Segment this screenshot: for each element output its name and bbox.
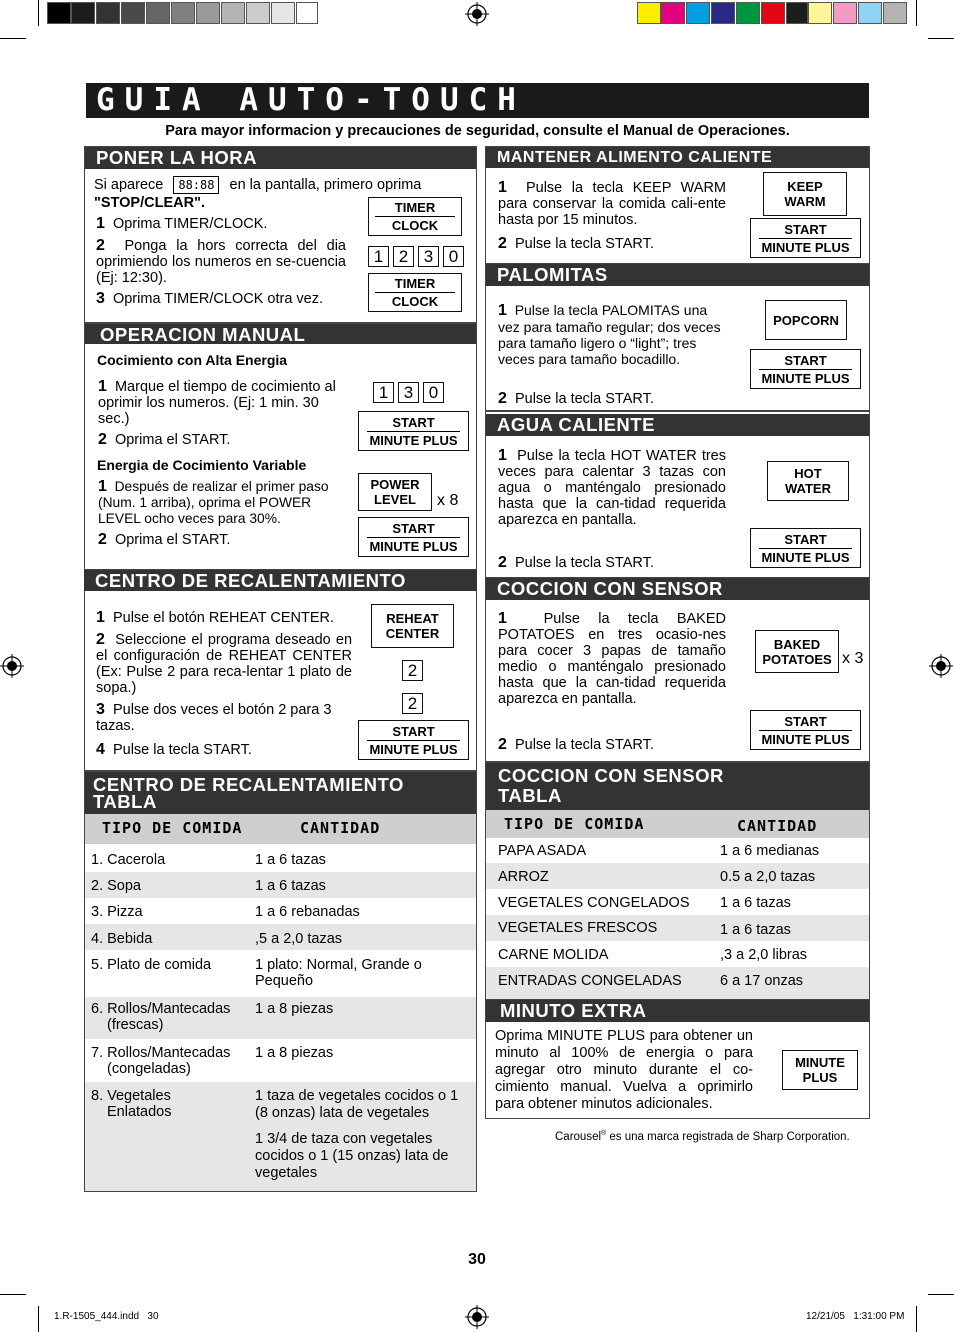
digit-key[interactable]: 2 [402, 660, 423, 681]
step-2: 2 Oprima el START. [98, 531, 231, 548]
minuto-extra-text: Oprima MINUTE PLUS para obtener un minuto al 100% de energia o para agregar otro minuto durante el co-cimiento manual. Vuelva a oprimirlo para obtener minutos adicionales. [495, 1028, 753, 1112]
timestamp-slug: 12/21/05 1:31:00 PM [806, 1311, 905, 1322]
step-2: 2 Seleccione el programa deseado en el configuración de REHEAT CENTER (Ex: Pulse 2 para reca-lentar 1 plato de sopa.) [96, 631, 353, 696]
file-slug: 1.R-1505_444.indd 30 [54, 1311, 159, 1322]
table-row: 3. Pizza 1 a 6 rebanadas [91, 904, 360, 920]
step-1: 1 Pulse la tecla HOT WATER tres veces para calentar 3 tazas con agua o manténgalo presionado hasta que la can-tidad requerida aparezca en pantalla. [498, 447, 726, 528]
subheading: Cocimiento con Alta Energia [97, 352, 288, 368]
step-4: 4 Pulse la tecla START. [96, 741, 252, 758]
timer-clock-button[interactable]: TIMER CLOCK [368, 197, 462, 236]
step-2: 2 Pulse la tecla START. [498, 390, 654, 407]
intro-text: Si aparece 88:88 en la pantalla, primero oprima [94, 177, 422, 193]
table-row: 2. Sopa 1 a 6 tazas [85, 872, 476, 898]
digit-key[interactable]: 1 [373, 382, 394, 403]
digit-key[interactable]: 1 [368, 246, 389, 267]
subheading: Energia de Cocimiento Variable [97, 457, 307, 473]
start-minute-plus-button[interactable]: START MINUTE PLUS [358, 517, 469, 557]
table-row: 5. Plato de comida 1 plato: Normal, Grande o Pequeño [91, 957, 422, 989]
section-header: COCCION CON SENSOR [486, 578, 869, 600]
reheat-center-button[interactable]: REHEAT CENTER [371, 604, 454, 648]
step-1: 1 Pulse la tecla KEEP WARM para conservar la comida cali-ente hasta por 15 minutos. [498, 179, 727, 228]
table-row: CARNE MOLIDA ,3 a 2,0 libras [498, 947, 808, 963]
registration-mark-icon [465, 1305, 489, 1329]
start-minute-plus-button[interactable]: START MINUTE PLUS [358, 411, 469, 451]
step-2: 2 Pulse la tecla START. [498, 736, 654, 753]
digit-key[interactable]: 3 [398, 382, 419, 403]
table-row: PAPA ASADA 1 a 6 medianas [498, 843, 820, 859]
step-2: 2 Oprima el START. [98, 431, 231, 448]
step-1: 1 Pulse la tecla PALOMITAS una vez para tamaño regular; dos veces para tamaño ligero o “light”; tres veces para tamaño bocadillo. [498, 302, 721, 367]
table-row: VEGETALES FRESCOS 1 a 6 tazas [486, 915, 869, 941]
start-minute-plus-button[interactable]: START MINUTE PLUS [750, 218, 861, 258]
trademark-footnote: Carousel® es una marca registrada de Sharp Corporation. [555, 1130, 850, 1143]
table-header: TIPO DE COMIDA CANTIDAD [486, 810, 869, 838]
step-3: 3 Pulse dos veces el botón 2 para 3 tazas. [96, 701, 332, 734]
display-readout: 88:88 [173, 176, 219, 194]
section-header: MINUTO EXTRA [486, 1000, 869, 1022]
section-header: MANTENER ALIMENTO CALIENTE [486, 147, 869, 168]
digit-key[interactable]: 3 [418, 246, 439, 267]
section-header: CENTRO DE RECALENTAMIENTO TABLA [85, 772, 476, 814]
step-2: 2 Pulse la tecla START. [498, 554, 654, 571]
registration-mark-icon [465, 2, 489, 26]
table-row: ARROZ 0.5 a 2,0 tazas [486, 863, 869, 889]
digit-key[interactable]: 0 [443, 246, 464, 267]
start-minute-plus-button[interactable]: START MINUTE PLUS [750, 528, 861, 568]
press-count: x 3 [842, 650, 864, 667]
page-title: GUIA AUTO-TOUCH [86, 83, 869, 118]
baked-potatoes-button[interactable]: BAKED POTATOES [755, 630, 839, 673]
step-2: 2 Ponga la hors correcta del dia oprimiendo los numeros en se-cuencia (Ej: 12:30). [96, 237, 346, 286]
table-row: 4. Bebida ,5 a 2,0 tazas [85, 924, 476, 950]
start-minute-plus-button[interactable]: START MINUTE PLUS [358, 720, 469, 760]
table-row: VEGETALES CONGELADOS 1 a 6 tazas [498, 895, 791, 911]
section-header: COCCION CON SENSOR TABLA [486, 763, 869, 810]
registration-mark-icon [0, 654, 24, 678]
keep-warm-button[interactable]: KEEP WARM [763, 172, 847, 216]
section-header: CENTRO DE RECALENTAMIENTO [84, 570, 477, 591]
timer-clock-button[interactable]: TIMER CLOCK [368, 273, 462, 312]
step-1: 1 Después de realizar el primer paso (Num. 1 arriba), oprima el POWER LEVEL ocho veces para 30%. [98, 478, 329, 526]
table-row: 1. Cacerola 1 a 6 tazas [91, 852, 326, 868]
digit-key[interactable]: 0 [423, 382, 444, 403]
hot-water-button[interactable]: HOT WATER [767, 461, 849, 501]
table-row: 7. Rollos/Mantecadas (congeladas) 1 a 8 piezas [91, 1045, 334, 1077]
page-number: 30 [468, 1251, 486, 1268]
step-1: 1 Marque el tiempo de cocimiento al oprimir los numeros. (Ej: 1 min. 30 sec.) [98, 378, 336, 427]
section-header: PALOMITAS [486, 264, 869, 286]
section-header: PONER LA HORA [85, 147, 476, 169]
start-minute-plus-button[interactable]: START MINUTE PLUS [750, 349, 861, 389]
start-minute-plus-button[interactable]: START MINUTE PLUS [750, 710, 861, 750]
step-1: 1 Pulse el botón REHEAT CENTER. [96, 609, 335, 626]
power-level-button[interactable]: POWER LEVEL [358, 473, 432, 511]
digit-key[interactable]: 2 [402, 693, 423, 714]
table-row: ENTRADAS CONGELADAS 6 a 17 onzas [486, 967, 869, 999]
section-header: OPERACION MANUAL [85, 324, 476, 344]
step-2: 2 Pulse la tecla START. [498, 235, 654, 252]
table-row: 6. Rollos/Mantecadas (frescas) 1 a 8 piezas [85, 997, 476, 1039]
step-1: 1 Oprima TIMER/CLOCK. [96, 215, 268, 232]
page-subtitle: Para mayor informacion y precauciones de seguridad, consulte el Manual de Operaciones. [165, 123, 790, 139]
digit-key[interactable]: 2 [393, 246, 414, 267]
intro-text-2: "STOP/CLEAR". [94, 195, 205, 211]
step-3: 3 Oprima TIMER/CLOCK otra vez. [96, 290, 323, 307]
step-1: 1 Pulse la tecla BAKED POTATOES en tres ocasio-nes para cocer 3 papas de tamaño medio o manténgalo presionado hasta que la can-tidad requerida aparezca en pantalla. [498, 610, 726, 707]
press-count: x 8 [437, 492, 459, 509]
section-header: AGUA CALIENTE [486, 414, 869, 436]
table-row: 8. Vegetales Enlatados 1 taza de vegetales cocidos o 1 (8 onzas) lata de vegetales 1 3/4 de taza con vegetales cocidos o 1 (15 onzas) lata de vegetales [85, 1082, 476, 1191]
popcorn-button[interactable]: POPCORN [765, 300, 847, 340]
registration-mark-icon [929, 654, 953, 678]
table-header: TIPO DE COMIDA CANTIDAD [85, 814, 476, 844]
minute-plus-button[interactable]: MINUTE PLUS [782, 1050, 858, 1090]
